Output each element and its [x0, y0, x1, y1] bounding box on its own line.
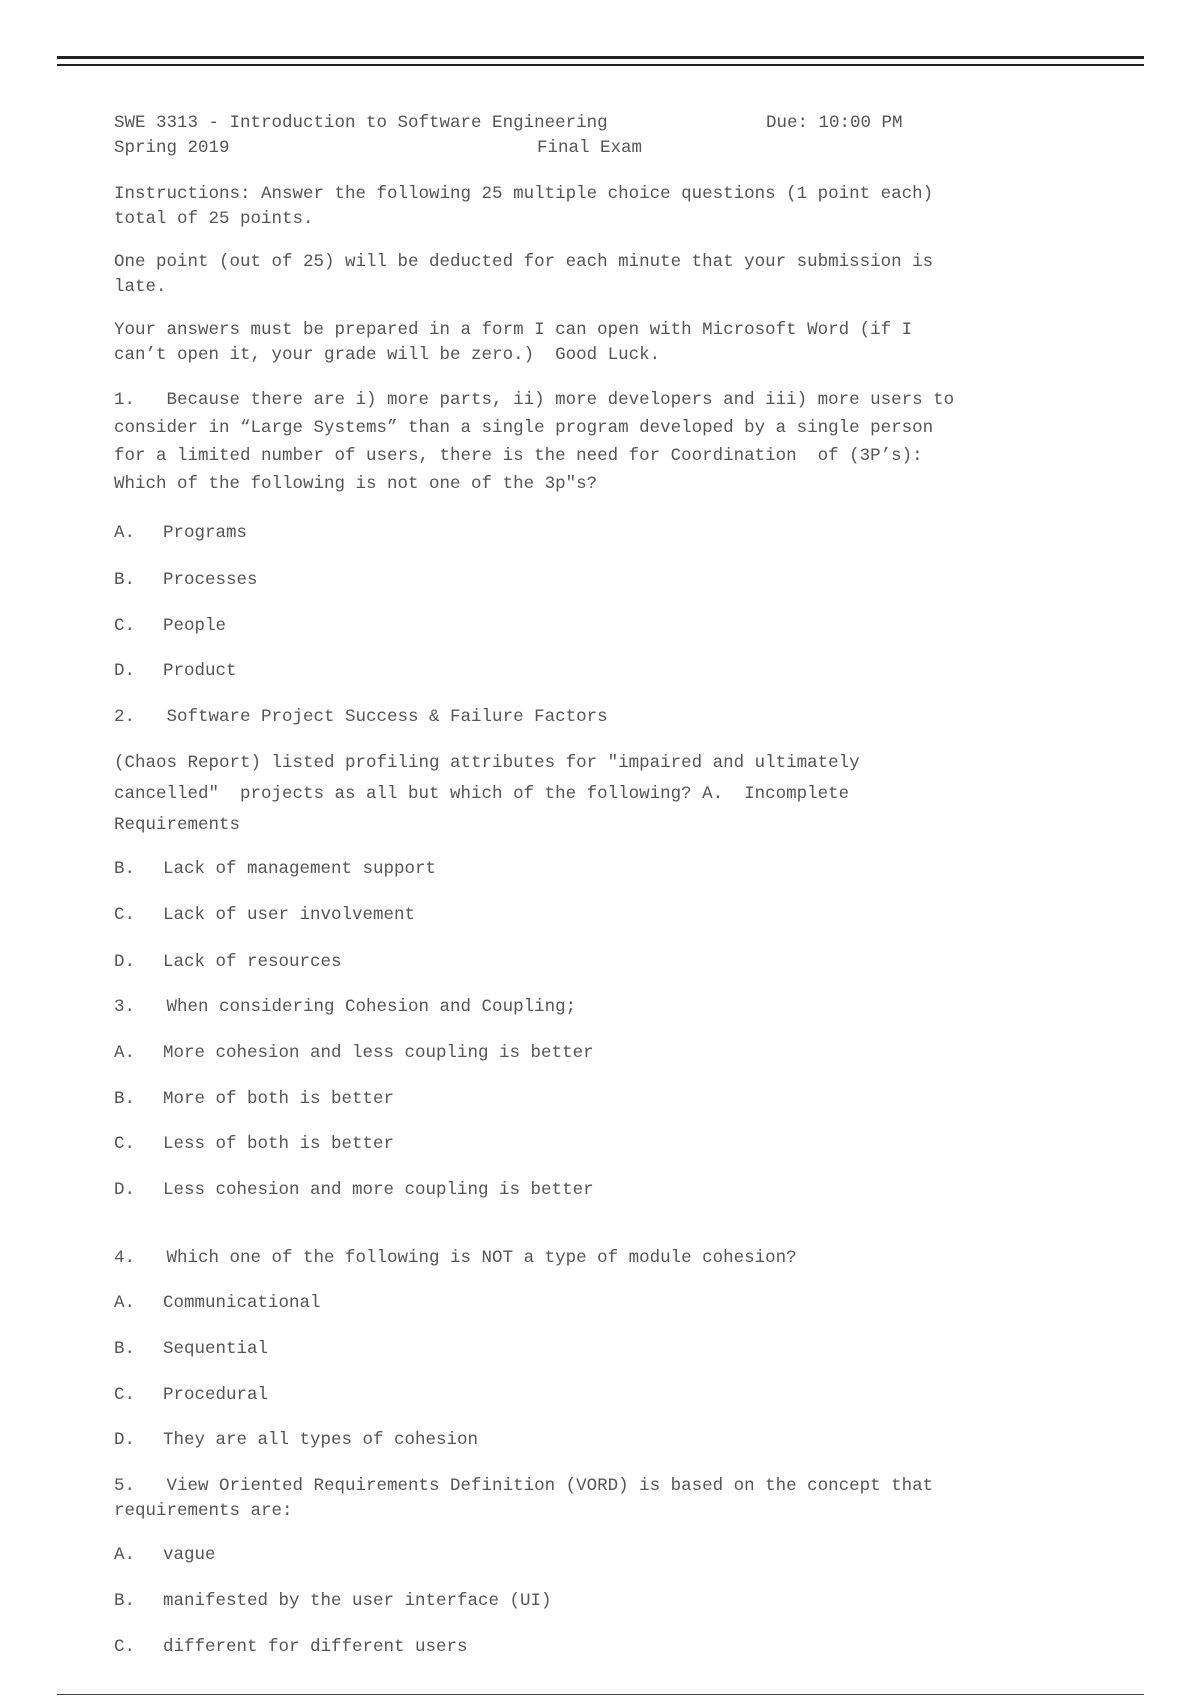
question-2-text: 2. Software Project Success & Failure Factors: [114, 707, 608, 727]
option-letter: C.: [114, 616, 136, 636]
option-letter: B.: [114, 1339, 136, 1359]
course-title: SWE 3313 - Introduction to Software Engineering: [114, 113, 608, 133]
option-text: Less of both is better: [163, 1134, 395, 1154]
option-letter: A.: [114, 1043, 136, 1063]
option-text: Sequential: [163, 1339, 269, 1359]
option-text: More of both is better: [163, 1089, 395, 1109]
option-text: More cohesion and less coupling is better: [163, 1043, 594, 1063]
question-5-text: 5. View Oriented Requirements Definition (VORD) is based on the concept that requirements are:: [114, 1476, 934, 1521]
option-letter: C.: [114, 1637, 136, 1657]
option-text: Programs: [163, 523, 248, 543]
option-letter: A.: [114, 1545, 136, 1565]
option-text: different for different users: [163, 1637, 468, 1657]
option-letter: D.: [114, 952, 136, 972]
option-letter: A.: [114, 1293, 136, 1313]
option-letter: D.: [114, 1180, 136, 1200]
question-4-text: 4. Which one of the following is NOT a type of module cohesion?: [114, 1248, 797, 1268]
option-text: Processes: [163, 570, 258, 590]
option-text: Procedural: [163, 1385, 269, 1405]
term-label: Spring 2019: [114, 138, 230, 158]
option-text: Lack of management support: [163, 859, 437, 879]
header-rule: [57, 64, 1144, 66]
option-text: vague: [163, 1545, 216, 1565]
option-letter: A.: [114, 523, 136, 543]
option-text: Product: [163, 661, 237, 681]
option-letter: B.: [114, 1591, 136, 1611]
option-letter: B.: [114, 1089, 136, 1109]
exam-title: Final Exam: [537, 138, 643, 158]
option-letter: D.: [114, 1430, 136, 1450]
footer-rule: [57, 1694, 1144, 1695]
question-3-text: 3. When considering Cohesion and Coupling;: [114, 997, 577, 1017]
option-text: They are all types of cohesion: [163, 1430, 479, 1450]
question-1-text: 1. Because there are i) more parts, ii) more developers and iii) more users to consider in “Large Systems” than a single program developed by a single person for a limited number of users, there is the need for Coordination of (3P’s): Which of the following is not one of the 3p"s?: [114, 390, 955, 494]
option-text: Less cohesion and more coupling is better: [163, 1180, 594, 1200]
due-time: Due: 10:00 PM: [766, 113, 903, 133]
option-text: People: [163, 616, 227, 636]
option-text: Lack of resources: [163, 952, 342, 972]
late-policy-paragraph: One point (out of 25) will be deducted for each minute that your submission is late.: [114, 252, 934, 297]
header-rule: [57, 56, 1144, 59]
option-letter: B.: [114, 859, 136, 879]
option-letter: D.: [114, 661, 136, 681]
option-letter: C.: [114, 1134, 136, 1154]
option-letter: C.: [114, 1385, 136, 1405]
option-text: manifested by the user interface (UI): [163, 1591, 552, 1611]
format-paragraph: Your answers must be prepared in a form I can open with Microsoft Word (if I can’t open it, your grade will be zero.) Good Luck.: [114, 320, 913, 365]
instructions-paragraph: Instructions: Answer the following 25 multiple choice questions (1 point each) total of 25 points.: [114, 184, 934, 229]
option-text: Lack of user involvement: [163, 905, 416, 925]
option-letter: B.: [114, 570, 136, 590]
option-text: Communicational: [163, 1293, 321, 1313]
question-2-continuation: (Chaos Report) listed profiling attributes for "impaired and ultimately cancelled" projects as all but which of the following? A. Incomplete Requirements: [114, 753, 860, 835]
option-letter: C.: [114, 905, 136, 925]
